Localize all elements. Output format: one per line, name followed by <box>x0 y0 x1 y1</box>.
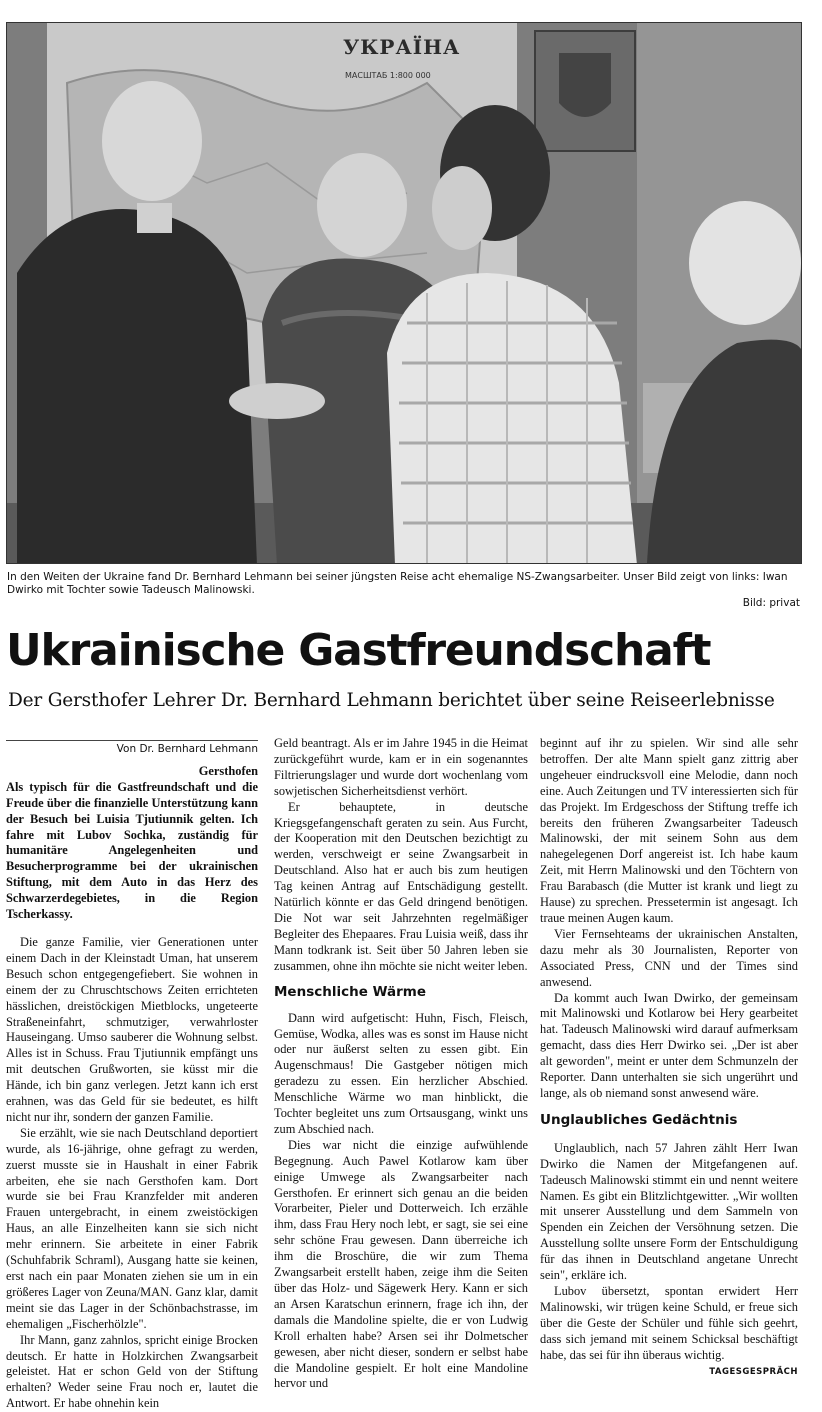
paragraph: Geld beantragt. Als er im Jahre 1945 in die Heimat zurückgeführt wurde, kam er in ein sogenanntes Filtrierungslager und wurde dort wochenlang vom sowjetischen Sicherheitsdienst verhört. <box>274 736 528 798</box>
article-column-2 <box>274 736 528 1392</box>
section-heading: Unglaubliches Gedächtnis <box>540 1111 738 1128</box>
lead-paragraph: Als typisch für die Gastfreundschaft und die Freude über die finanzielle Unterstützung kann der Besuch bei Luisia Tjutiunnik gelten. Ich fahre mit Lubov Sochka, zuständig für humanitäre Angelegenheiten und Besucherprogramme bei der ukrainischen Stiftung, mit dem Auto in das Herz des Schwarzerdegebietes, in die Region Tscherkassy. <box>6 779 258 922</box>
article-headline: Ukrainische Gastfreundschaft <box>6 625 711 676</box>
article-column-3 <box>540 736 798 1380</box>
paragraph: Vier Fernsehteams der ukrainischen Anstalten, dazu mehr als 30 Journalisten, Reporter von Associated Press, CNN und der Times sind anwesend. <box>540 926 798 989</box>
paragraph: Dann wird aufgetischt: Huhn, Fisch, Fleisch, Gemüse, Wodka, alles was es sonst im Hause nicht oder nur äußerst selten zu essen gibt. Ein Augenschmaus! Die Gastgeber nötigen mich geradezu zu essen. Ein herzlicher Abschied. Menschliche Wärme wo man hinblickt, die Tochter begleitet uns zum Ortsausgang, winkt uns zum Abschied nach. <box>274 1010 528 1136</box>
paragraph: Ihr Mann, ganz zahnlos, spricht einige Brocken deutsch. Er hatte in Holzkirchen Zwangsarbeit geleistet. Hat er schon Geld von der Stiftung erhalten? Weder seine Frau noch er, lautet die Antwort. Er habe ohnehin kein <box>6 1332 258 1411</box>
paragraph: Da kommt auch Iwan Dwirko, der gemeinsam mit Malinowski und Kotlarow bei Hery gearbeitet hat. Tadeusch Malinowski wird darauf aufmerksam gemacht, dass dies Herr Dwirko sei. „Der ist aber alt geworden", meint er unter dem Schmunzeln der Reporter. Dann unterhalten sie sich ungerührt und lange, als ob niemand sonst anwesend wäre. <box>540 990 798 1100</box>
dateline: Gersthofen <box>198 763 258 778</box>
paragraph: Lubov übersetzt, spontan erwidert Herr Malinowski, wir trügen keine Schuld, er freue sich über die Geste der Schüler und fühle sich geehrt, dass sich jemand mit seinem Schicksal beschäftigt habe, das sei für ihn überaus wichtig. <box>540 1284 798 1362</box>
section-heading: Menschliche Wärme <box>274 983 426 1000</box>
map-scale: МАСШТАБ 1:800 000 <box>345 71 431 80</box>
map-title: УКРАЇНА <box>343 35 461 59</box>
article-photo <box>6 22 802 564</box>
paragraph: Die ganze Familie, vier Generationen unter einem Dach in der Kleinstadt Uman, hat unserem Besuch schon entgegengefiebert. Sie wohnen in einem der zu Chruschtschows Zeiten errichteten hässlichen, dreistöckigen Mietblocks, ungeteerte Straßeneinfahrt, schmutziger, verwahrloster Hauseingang. Umso sauberer die Wohnung selbst. Alles ist in Schuss. Frau Tjutiunnik empfängt uns mit deutschen Grußworten, sie küsst mir die Hände, ich bin ganz verlegen. Jetzt kann ich erst erahnen, was das Geld für sie bedeutet, es hilft nicht nur ihr, sondern der ganzen Familie. <box>6 934 258 1124</box>
paragraph: Dies war nicht die einzige aufwühlende Begegnung. Auch Pawel Kotlarow kam über einige Umwege als Zwangsarbeiter nach Gersthofen. Er erinnert sich genau an die beiden Vorarbeiter, Pieler und Dotterweich. Ich erzähle ihm, dass Frau Hery noch lebt, er sagt, sie sei eine sehr schöne Frau gewesen. Dann überreiche ich ihm die Broschüre, die wir zum Thema Zwangsarbeit erstellt haben, zeige ihm die Seiten über das Holz- und Sägewerk Hery. Kann er sich an Arsen Karatschun erinnern, frage ich ihn, der damals die Mandoline spielte, die er von Ludwig Kroll erhalten habe? Arsen sei ihr Dolmetscher gewesen, aber nicht dieser, sondern er selbst habe die Mandoline gespielt. Er holt eine Mandoline hervor und <box>274 1137 528 1391</box>
paragraph: Er behauptete, in deutsche Kriegsgefangenschaft geraten zu sein. Aus Furcht, der Kooperation mit den Deutschen bezichtigt zu werden, verschweigt er seine Zwangsarbeit in Deutschland. Also hat er auch bis zum heutigen Tag keinen Antrag auf Entschädigung gestellt. Natürlich könnte er das Geld dringend benötigen. Die Not war seit Jahrzehnten regelmäßiger Begleiter des Ehepaares. Frau Luisia weiß, dass ihr Mann todkrank ist. Seit über 50 Jahren leben sie zusammen, ohne ihn möchte sie nicht weiter leben. <box>274 799 528 973</box>
paragraph: Sie erzählt, wie sie nach Deutschland deportiert wurde, als 16-jährige, ohne gefragt zu werden, zuerst musste sie in Haushalt in einer Fabrik arbeiten, ehe sie nach Gersthofen kam. Dort wurde sie bei Frau Kranzfelder mit anderen Frauen untergebracht, in einem zweistöckigen Haus, an alle Einzelheiten kann sie sich nicht mehr erinnern. Sie arbeitete in einer Fabrik (Schuhfabrik Schraml), Ausgang hatte sie keinen, erst nach ein paar Monaten ziehen sie um in ein größeres Lager von Zeuna/MAN. Ganz klar, damit meint sie das Lager in der Schönbachstrasse, im ehemaligen „Fischerhölzle". <box>6 1125 258 1331</box>
byline: Von Dr. Bernhard Lehmann <box>6 740 258 758</box>
article-subheadline: Der Gersthofer Lehrer Dr. Bernhard Lehmann berichtet über seine Reiseerlebnisse <box>8 690 775 711</box>
paragraph: beginnt auf ihr zu spielen. Wir sind alle sehr betroffen. Der alte Mann spielt ganz zittrig aber ungeheuer eindrucksvoll eine Melodie, dann noch eine. Auch Zeitungen und TV interessierten sich für das Projekt. Im Erdgeschoss der Stiftung treffe ich bereits den früheren Zwangsarbeiter Tadeusch Malinowski, der mit seinem Sohn aus dem nahegelegenen Dorf angereist ist. Ich habe kaum Zeit, mit Herrn Malinowski und den Töchtern von Frau Barabasch (die Mutter ist krank und liegt zu Hause) zu sprechen. Pressetermin ist angesagt. Ich traue meinen Augen kaum. <box>540 736 798 925</box>
photo-credit: Bild: privat <box>742 597 800 609</box>
paragraph: Unglaublich, nach 57 Jahren zählt Herr Iwan Dwirko die Namen der Mitgefangenen auf. Tadeusch Malinowski stimmt ein und nennt weitere Namen. Es gibt ein Blitzlichtgewitter. „Wir wollten mit unserer Ausstellung und dem Sammeln von Spenden ein Zeichen der Versöhnung setzen. Die Ausstellung sollte unsere Form der Entschuldigung für das ihnen in Deutschland angetane Unrecht sein", erkläre ich. <box>540 1140 798 1283</box>
photo-illustration <box>7 23 802 564</box>
article-column-1 <box>6 736 258 1412</box>
section-signature: TAGESGESPRÄCH <box>709 1366 798 1377</box>
photo-caption: In den Weiten der Ukraine fand Dr. Bernhard Lehmann bei seiner jüngsten Reise acht ehemalige NS-Zwangsarbeiter. Unser Bild zeigt von links: Iwan Dwirko mit Tochter sowie Tadeusch Malinowski. <box>7 571 788 596</box>
